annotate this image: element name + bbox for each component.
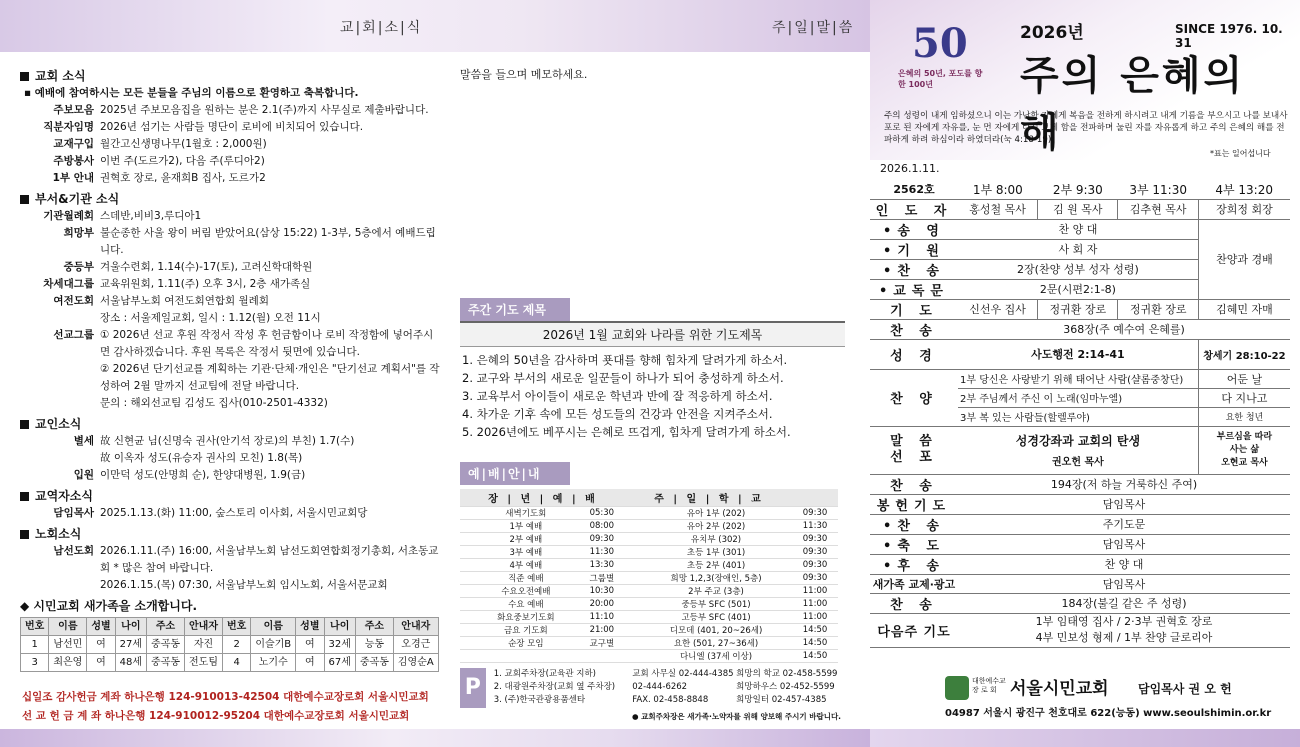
news-label: 주보모음 bbox=[53, 104, 94, 116]
service-detail: 194장(저 하늘 거룩하신 주여) bbox=[958, 474, 1290, 494]
top-band bbox=[0, 0, 870, 52]
adult-service: 1부 예배 bbox=[460, 519, 578, 532]
news-label: 별세 bbox=[73, 435, 94, 447]
school-service: 초등 1부 (301) bbox=[626, 545, 792, 558]
school-service: 다니엘 (37세 이상) bbox=[626, 649, 792, 662]
parking-line: 희망하우스 02-452-5599 bbox=[736, 682, 835, 692]
news-label bbox=[20, 310, 100, 327]
new-family-cell: 1 bbox=[21, 636, 49, 654]
news-row bbox=[20, 170, 440, 187]
sunday-school-header: 주 | 일 | 학 | 교 bbox=[626, 489, 792, 506]
news-row bbox=[20, 153, 440, 170]
adult-service: 새벽기도회 bbox=[460, 506, 578, 519]
account-info bbox=[22, 688, 429, 726]
main-title: 주의 은혜의 해 bbox=[1020, 52, 1246, 156]
adult-worship-header: 장 | 년 | 예 | 배 bbox=[460, 489, 626, 506]
square-bullet-icon bbox=[20, 492, 29, 501]
service-detail: 담임목사 bbox=[958, 494, 1290, 514]
parking-line: FAX. 02-458-8848 bbox=[632, 695, 709, 705]
prayer-header: 주간 기도 제목 bbox=[460, 298, 570, 321]
new-family-cell: 여 bbox=[296, 636, 324, 654]
news-label: 차세대그룹 bbox=[43, 278, 94, 290]
new-family-header: 성별 bbox=[296, 618, 324, 636]
news-label: 여전도회 bbox=[53, 295, 94, 307]
news-label bbox=[20, 361, 100, 395]
service-detail: 주기도문 bbox=[958, 514, 1290, 534]
service-row bbox=[870, 534, 1290, 554]
new-family-header: 이름 bbox=[49, 618, 87, 636]
bottom-band-right bbox=[870, 729, 1300, 747]
service-detail: 184장(불길 같은 주 성령) bbox=[958, 593, 1290, 613]
school-service: 2부 주교 (3층) bbox=[626, 584, 792, 597]
news-row bbox=[20, 450, 440, 467]
adult-service: 수요 예배 bbox=[460, 597, 578, 610]
section-heading: 교역자소식 bbox=[20, 488, 440, 505]
school-time: 09:30 bbox=[792, 545, 838, 558]
service-row bbox=[870, 474, 1290, 494]
parking-line: 희망일터 02-457-4385 bbox=[736, 695, 827, 705]
adult-service: 순장 모임 bbox=[460, 636, 578, 649]
new-family-cell: 32세 bbox=[324, 636, 355, 654]
adult-time: 20:00 bbox=[578, 597, 626, 610]
news-label: 입원 bbox=[73, 469, 94, 481]
presbytery-list bbox=[20, 543, 440, 594]
school-time: 14:50 bbox=[792, 649, 838, 662]
schedule-row bbox=[460, 623, 838, 636]
news-value: ① 2026년 선교 후원 작정서 작성 후 헌금함이나 로비 작정함에 넣어주시면 감사하겠습니다. 후원 목록은 작정서 뒷면에 있습니다. bbox=[100, 329, 434, 358]
parking-list bbox=[494, 668, 633, 724]
schedule-row bbox=[460, 519, 838, 532]
church-news-title: 교|회|소|식 bbox=[340, 20, 423, 36]
member-list bbox=[20, 433, 440, 484]
new-family-cell: 남선민 bbox=[49, 636, 87, 654]
adult-time: 05:30 bbox=[578, 506, 626, 519]
since: SINCE 1976. 10. 31 bbox=[1175, 22, 1283, 50]
adult-service: 금요 기도회 bbox=[460, 623, 578, 636]
school-time: 14:50 bbox=[792, 623, 838, 636]
new-family-table bbox=[20, 617, 439, 672]
new-family-cell: 최은영 bbox=[49, 654, 87, 672]
new-family-header: 번호 bbox=[223, 618, 251, 636]
news-value: 스데반,비비3,루디아1 bbox=[100, 210, 202, 222]
prayer-item: 1. 은혜의 50년을 감사하며 푯대를 향해 힘차게 달려가게 하소서. bbox=[462, 353, 788, 367]
new-family-cell: 3 bbox=[21, 654, 49, 672]
square-bullet-icon bbox=[20, 530, 29, 539]
service-row bbox=[870, 514, 1290, 534]
stand-note: *표는 일어섭니다 bbox=[1210, 149, 1271, 158]
news-value: 故 신현균 님(신명숙 권사(안기석 장로)의 부친) 1.7(수) bbox=[100, 435, 355, 447]
news-label: 기관월례회 bbox=[43, 210, 94, 222]
new-family-cell: 이슬기B bbox=[251, 636, 296, 654]
service-detail: 찬 양 대 bbox=[958, 554, 1290, 574]
new-family-header: 성별 bbox=[87, 618, 115, 636]
masthead bbox=[870, 0, 1300, 160]
news-value: 이만덕 성도(안명희 순), 한양대병원, 1.9(금) bbox=[100, 469, 306, 481]
schedule-row bbox=[460, 558, 838, 571]
parking-line: 3. (주)한국관광용품센타 bbox=[493, 695, 586, 705]
school-service: 디모데 (401, 20~26세) bbox=[626, 623, 792, 636]
news-row bbox=[20, 543, 440, 577]
news-value: 2026.1.11.(주) 16:00, 서울남부노회 남선도회연합회정기총회, 서초동교회 * 많은 참여 바랍니다. bbox=[100, 545, 439, 574]
prayer-item: 3. 교육부서 아이들이 새로운 학년과 반에 잘 적응하게 하소서. bbox=[462, 389, 773, 403]
new-family-cell: 2 bbox=[223, 636, 251, 654]
school-time: 09:30 bbox=[792, 558, 838, 571]
mission-account: 선 교 헌 금 계 좌 하나은행 124-910012-95204 대한예수교장로회 서울시민교회 bbox=[22, 710, 410, 722]
new-family-cell: 여 bbox=[87, 636, 115, 654]
school-service: 유아 2부 (202) bbox=[626, 519, 792, 532]
news-value: ② 2026년 단기선교를 계획하는 기관·단체·개인은 "단기선교 계획서"를 작성하여 2월 말까지 선교팀에 전달 바랍니다. bbox=[100, 363, 440, 392]
schedule-row bbox=[460, 649, 838, 662]
news-label bbox=[20, 395, 100, 412]
denomination: 대한예수교 장 로 회 bbox=[972, 677, 1006, 694]
school-time: 09:30 bbox=[792, 506, 838, 519]
year: 2026년 bbox=[1020, 23, 1084, 43]
service-detail: 담임목사 bbox=[958, 534, 1290, 554]
schedule-row bbox=[460, 532, 838, 545]
news-row bbox=[20, 259, 440, 276]
new-family-header: 안내자 bbox=[185, 618, 223, 636]
adult-time: 10:30 bbox=[578, 584, 626, 597]
news-value: 교육위원회, 1.11(주) 오후 3시, 2층 새가족실 bbox=[100, 278, 311, 290]
news-row bbox=[20, 208, 440, 225]
new-family-cell: 4 bbox=[223, 654, 251, 672]
sermon-title: 주|일|말|씀 bbox=[772, 20, 855, 36]
welcome-text: ▪ 예배에 참여하시는 모든 분들을 주님의 이름으로 환영하고 축복합니다. bbox=[24, 87, 359, 99]
new-family-header: 번호 bbox=[21, 618, 49, 636]
service-item: 찬 송 bbox=[870, 474, 958, 494]
new-family-cell: 27세 bbox=[115, 636, 146, 654]
news-label bbox=[20, 577, 100, 594]
service-row bbox=[870, 554, 1290, 574]
news-row bbox=[20, 225, 440, 259]
bottom-band bbox=[0, 729, 870, 747]
new-family-cell: 중곡동 bbox=[147, 636, 185, 654]
news-row bbox=[20, 577, 440, 594]
dept-list bbox=[20, 208, 440, 412]
prayer-item: 5. 2026년에도 베푸시는 은혜로 뜨겁게, 힘차게 달려가게 하소서. bbox=[462, 425, 791, 439]
church-news-column bbox=[20, 64, 440, 672]
parking-note: ● 교회주차장은 새가족·노약자를 위해 양보해 주시기 바랍니다. bbox=[632, 712, 842, 721]
schedule-row bbox=[460, 584, 838, 597]
adult-service: 수요오전예배 bbox=[460, 584, 578, 597]
adult-time: 13:30 bbox=[578, 558, 626, 571]
new-family-header: 주소 bbox=[147, 618, 185, 636]
new-family-header: 나이 bbox=[115, 618, 146, 636]
prayer-item: 4. 차가운 기후 속에 모든 성도들의 건강과 안전을 지켜주소서. bbox=[462, 407, 773, 421]
school-service: 유아 1부 (202) bbox=[626, 506, 792, 519]
parking-line: 02-444-6262 bbox=[632, 682, 688, 692]
news-label: 1부 안내 bbox=[52, 172, 94, 184]
logo-subtitle: 은혜의 50년, 포도를 향한 100년 bbox=[898, 69, 983, 89]
schedule-row bbox=[460, 506, 838, 519]
new-family-cell: 김영순A bbox=[393, 654, 438, 672]
schedule-row bbox=[460, 571, 838, 584]
new-family-header: 안내자 bbox=[393, 618, 438, 636]
new-family-cell: 48세 bbox=[115, 654, 146, 672]
section-heading: 노회소식 bbox=[20, 526, 440, 543]
service-item: 봉헌기도 bbox=[870, 494, 958, 514]
adult-service: 3부 예배 bbox=[460, 545, 578, 558]
news-label: 주방봉사 bbox=[53, 155, 94, 167]
school-service: 유치부 (302) bbox=[626, 532, 792, 545]
new-family-cell: 자진 bbox=[185, 636, 223, 654]
prayer-section bbox=[460, 298, 845, 441]
news-value: 이번 주(도르가2), 다음 주(루디아2) bbox=[100, 155, 265, 167]
staff-list bbox=[20, 505, 440, 522]
news-label: 희망부 bbox=[63, 227, 94, 239]
news-label: 담임목사 bbox=[53, 507, 94, 519]
news-value: 2025년 주보모음집을 원하는 분은 2.1(주)까지 사무실로 제출바랍니다. bbox=[100, 104, 429, 116]
adult-time: 그룹별 bbox=[578, 571, 626, 584]
news-row bbox=[20, 467, 440, 484]
new-family-header: 나이 bbox=[324, 618, 355, 636]
new-family-cell: 여 bbox=[296, 654, 324, 672]
school-time: 09:30 bbox=[792, 571, 838, 584]
service-item: 새가족 교제·광고 bbox=[870, 574, 958, 593]
news-label bbox=[20, 450, 100, 467]
new-family-header: 주소 bbox=[355, 618, 393, 636]
anniversary-logo: 50 bbox=[912, 20, 968, 67]
issue: 2562호 bbox=[870, 180, 958, 199]
school-service: 요한 (501, 27~36세) bbox=[626, 636, 792, 649]
adult-time: 11:10 bbox=[578, 610, 626, 623]
schedule-row bbox=[460, 545, 838, 558]
church-logo-icon bbox=[945, 676, 969, 700]
adult-time: 21:00 bbox=[578, 623, 626, 636]
new-family-cell: 전도팀 bbox=[185, 654, 223, 672]
school-service: 초등 2부 (401) bbox=[626, 558, 792, 571]
schedule-row bbox=[460, 597, 838, 610]
school-time: 11:00 bbox=[792, 597, 838, 610]
parking-line: 2. 대광원주차장(교회 옆 주차장) bbox=[493, 682, 616, 692]
section-heading: ◆ 시민교회 새가족을 소개합니다. bbox=[20, 599, 198, 613]
news-value: 서울남부노회 여전도회연합회 월례회 bbox=[100, 295, 269, 307]
news-row bbox=[20, 310, 440, 327]
news-row bbox=[20, 327, 440, 361]
adult-time: 11:30 bbox=[578, 545, 626, 558]
schedule-row bbox=[460, 636, 838, 649]
news-row bbox=[20, 136, 440, 153]
news-value: 불순종한 사울 왕이 버림 받았어요(삼상 15:22) 1-3부, 5층에서 예배드립니다. bbox=[100, 227, 436, 256]
service-item: •찬 송 bbox=[870, 514, 958, 534]
parking-icon: P bbox=[460, 668, 486, 708]
service-row bbox=[870, 593, 1290, 613]
new-family-cell: 여 bbox=[87, 654, 115, 672]
news-row bbox=[20, 433, 440, 450]
church-name: 서울시민교회 bbox=[1010, 679, 1109, 699]
square-bullet-icon bbox=[20, 420, 29, 429]
news-row bbox=[20, 119, 440, 136]
new-family-header: 이름 bbox=[251, 618, 296, 636]
news-value: 겨울수련회, 1.14(수)-17(토), 고려신학대학원 bbox=[100, 261, 313, 273]
news-row bbox=[20, 293, 440, 310]
service-item: •축 도 bbox=[870, 534, 958, 554]
new-family-cell: 중곡동 bbox=[355, 654, 393, 672]
school-time: 11:00 bbox=[792, 610, 838, 623]
news-list bbox=[20, 102, 440, 187]
school-time: 09:30 bbox=[792, 532, 838, 545]
parking-line: 1. 교회주차장(교육관 지하) bbox=[493, 669, 596, 679]
adult-service: 2부 예배 bbox=[460, 532, 578, 545]
news-value: 권혁호 장로, 윤재희B 집사, 도르가2 bbox=[100, 172, 266, 184]
news-label: 남선도회 bbox=[53, 545, 94, 557]
news-value: 2025.1.13.(화) 11:00, 숲스토리 이사회, 서울시민교회당 bbox=[100, 507, 368, 519]
service-detail: 담임목사 bbox=[958, 574, 1290, 593]
pastor-name: 담임목사 권 오 헌 bbox=[1138, 682, 1232, 696]
news-value: 월간고신생명나무(1월호 : 2,000원) bbox=[100, 138, 267, 150]
news-label: 교재구입 bbox=[53, 138, 94, 150]
worship-info-section bbox=[460, 462, 845, 663]
news-value: 2026년 섬기는 사람들 명단이 로비에 비치되어 있습니다. bbox=[100, 121, 364, 133]
service-row bbox=[870, 494, 1290, 514]
news-row bbox=[20, 102, 440, 119]
worship-info-header: 예|배|안|내 bbox=[460, 462, 570, 485]
tithe-account: 십일조 감사헌금 계좌 하나은행 124-910013-42504 대한예수교장로회 서울시민교회 bbox=[22, 691, 429, 703]
service-item: •후 송 bbox=[870, 554, 958, 574]
news-label: 중등부 bbox=[63, 261, 94, 273]
parking-line: 교회 사무실 02-444-4385 bbox=[632, 669, 734, 679]
adult-time: 08:00 bbox=[578, 519, 626, 532]
date: 2026.1.11. bbox=[880, 162, 940, 175]
news-label: 선교그룹 bbox=[53, 329, 94, 341]
memo-text: 말씀을 들으며 메모하세요. bbox=[460, 68, 588, 81]
news-row bbox=[20, 276, 440, 293]
news-label: 직분자임명 bbox=[43, 121, 94, 133]
school-time: 11:00 bbox=[792, 584, 838, 597]
square-bullet-icon bbox=[20, 72, 29, 81]
school-service: 고등부 SFC (401) bbox=[626, 610, 792, 623]
section-heading: 교회 소식 bbox=[20, 68, 440, 85]
news-value: 장소 : 서울제일교회, 일시 : 1.12(월) 오전 11시 bbox=[100, 312, 321, 324]
prayer-title: 2026년 1월 교회와 나라를 위한 기도제목 bbox=[460, 321, 845, 347]
order-of-service: 2562호 1부 8:00 2부 9:30 3부 11:30 4부 13:20 인 도 자 홍성철 목사 김 원 목사 김추현 목사 장희정 회장 •송 영 찬 양 대 찬양과 경배 •기 원 사 회 자 •찬 송 2장(찬양 성부 성자 성령) •교독문 2문(시편2:1-8) 기 도 신선우 집사 정귀환 장로 정귀환 장로 김혜민 자매 찬 송 368장(주 예수여 은혜를) 성 경 사도행전 2:14-41 창세기 28:10-22 찬 양 1부 당신은 사랑받기 위해 태어난 사람(샬롬중창단) 어둔 날 2부 주님께서 주신 이 노래(임마누엘) 다 지나고 3부 복 있는 사람들(할렐루야) 요한 청년 말 씀 선 포 성경강좌과 교회의 탄생 권오헌 목사 부르심을 따라 사는 삶 오현교 목사 찬 송 194장(저 하늘 거룩하신 주여) 봉헌기도 담임목사 •찬 송 주기도문 •축 도 담임목사 •후 송 찬 양 대 새가족 교제·광고 담임목사 찬 송 184장(불길 같은 주 성령) 다음주 기도 1부 임태영 집사 / 2·3부 권혁호 장로 4부 민보성 형제 / 1부 찬양 글로리아 bbox=[870, 180, 1290, 648]
news-value: 2026.1.15.(목) 07:30, 서울남부노회 임시노회, 서울서문교회 bbox=[100, 579, 388, 591]
news-value: 故 이옥자 성도(유승자 권사의 모친) 1.8(목) bbox=[100, 452, 303, 464]
news-row bbox=[20, 395, 440, 412]
section-heading: 부서&기관 소식 bbox=[20, 191, 440, 208]
address: 04987 서울시 광진구 천호대로 622(능동) www.seoulshimin.or.kr bbox=[945, 708, 1272, 719]
news-row bbox=[20, 505, 440, 522]
school-service: 중등부 SFC (501) bbox=[626, 597, 792, 610]
new-family-cell: 노기수 bbox=[251, 654, 296, 672]
new-family-cell: 오경근 bbox=[393, 636, 438, 654]
parking-line: 희망의 학교 02-458-5599 bbox=[736, 669, 838, 679]
news-value: 문의 : 해외선교팀 김성도 집사(010-2501-4332) bbox=[100, 397, 328, 409]
adult-service: 4부 예배 bbox=[460, 558, 578, 571]
service-row bbox=[870, 574, 1290, 593]
new-family-cell: 능동 bbox=[355, 636, 393, 654]
new-family-cell: 중곡동 bbox=[147, 654, 185, 672]
school-time: 14:50 bbox=[792, 636, 838, 649]
new-family-cell: 67세 bbox=[324, 654, 355, 672]
school-time: 11:30 bbox=[792, 519, 838, 532]
prayer-list bbox=[460, 347, 845, 441]
square-bullet-icon bbox=[20, 195, 29, 204]
adult-time: 교구별 bbox=[578, 636, 626, 649]
service-item: 찬 송 bbox=[870, 593, 958, 613]
adult-service: 직준 예배 bbox=[460, 571, 578, 584]
school-service: 희망 1,2,3(장애인, 5층) bbox=[626, 571, 792, 584]
news-row bbox=[20, 361, 440, 395]
theme-verse: 주의 성령이 내게 임하셨으니 이는 가난한 자에게 복음을 전하게 하시려고 내게 기름을 부으시고 나를 보내사 포로 된 자에게 자유를, 눈 먼 자에게 다시 보게 함을 전파하며 눌린 자를 자유롭게 하고 주의 은혜의 해를 전파하게 하려 하심이라 하였더라(눅 4:18-19) bbox=[884, 111, 1288, 145]
adult-service: 화요중보기도회 bbox=[460, 610, 578, 623]
schedule-row bbox=[460, 610, 838, 623]
adult-time: 09:30 bbox=[578, 532, 626, 545]
prayer-item: 2. 교구와 부서의 새로운 일꾼들이 하나가 되어 충성하게 하소서. bbox=[462, 371, 784, 385]
section-heading: 교인소식 bbox=[20, 416, 440, 433]
worship-schedule-table bbox=[460, 489, 838, 663]
